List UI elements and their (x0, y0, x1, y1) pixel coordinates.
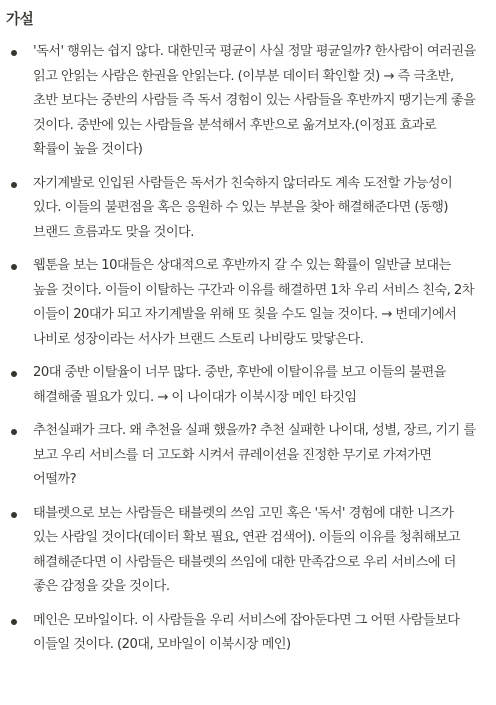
list-item (0, 254, 496, 352)
bullet-dot-icon (11, 182, 17, 188)
list-item (0, 609, 496, 658)
bullet-dot-icon (11, 429, 17, 435)
bullet-dot-icon (11, 50, 17, 56)
bullet-dot-icon (11, 619, 17, 625)
list-item-text[interactable]: 태블렛으로 보는 사람들은 태블렛의 쓰임 고민 혹은 '독서' 경험에 대한 니즈가 있는 사람일 것이다(데이터 확보 필요, 연관 검색어). 이들의 이유를 청취해보고 해결해준다면 이 사람들은 태블렛의 쓰임에 대한 만족감으로 우리 서비스에 더 좋은 감정을 갖을 것이다. (33, 505, 461, 594)
list-item-text[interactable]: 자기계발로 인입된 사람들은 독서가 친숙하지 않더라도 계속 도전할 가능성이 있다. 이들의 불편점을 혹은 응원하 수 있는 부분을 찾아 해결해준다면 (동행) 브랜드 흐름과도 맞을 것이다. (33, 175, 453, 240)
list-item (0, 361, 496, 410)
bullet-dot-icon (11, 512, 17, 518)
bullet-dot-icon (11, 264, 17, 270)
list-item (0, 40, 496, 163)
list-item (0, 419, 496, 493)
hypothesis-list (0, 40, 496, 667)
list-item-text[interactable]: 추천실패가 크다. 왜 추천을 실패 했을까? 추천 실패한 나이대, 성별, 장르, 기기 를 보고 우리 서비스를 더 고도화 시켜서 큐레이션을 진정한 무기로 가져가면 어떨까? (33, 423, 476, 487)
list-item-text[interactable]: 웹툰을 보는 10대들은 상대적으로 후반까지 갈 수 있는 확률이 일반글 보대는 높을 것이다. 이들이 이탈하는 구간과 이유를 해결하면 1차 우리 서비스 친숙, 2차 이들이 20대가 되고 자기계발을 위해 또 칮을 수도 일늘 것이다. → 번데기에서 나비로 성장이라는 서사가 브랜드 스토리 나비랑도 맞닿은다. (33, 258, 474, 347)
page-heading: 가설 (6, 12, 34, 28)
list-item-text[interactable]: 20대 중반 이탈율이 너무 많다. 중반, 후반에 이탈이유를 보고 이들의 불편을 해결해줄 필요가 있디. → 이 나이대가 이북시장 메인 타깃임 (33, 365, 446, 405)
list-item (0, 502, 496, 600)
bullet-dot-icon (11, 371, 17, 377)
list-item (0, 172, 496, 246)
list-item-text[interactable]: '독서' 행위는 쉽지 않다. 대한민국 평균이 사실 정말 평균일까? 한사람이 여러권을 읽고 안읽는 사람은 한권을 안읽는다. (이부분 데이터 확인할 것) → 즉 극초반, 초반 보다는 중반의 사람들 즉 독서 경험이 있는 사람들을 후반까지 땡기는게 좋을 것이다. 중반에 있는 사람들을 분석해서 후반으로 옮겨보자.(이정표 효과로 확률이 높을 것이다) (33, 44, 476, 157)
list-item-text[interactable]: 메인은 모바일이다. 이 사람들을 우리 서비스에 잡아둔다면 그 어떤 사람들보다 이들일 것이다. (20대, 모바일이 이북시장 메인) (33, 612, 460, 652)
